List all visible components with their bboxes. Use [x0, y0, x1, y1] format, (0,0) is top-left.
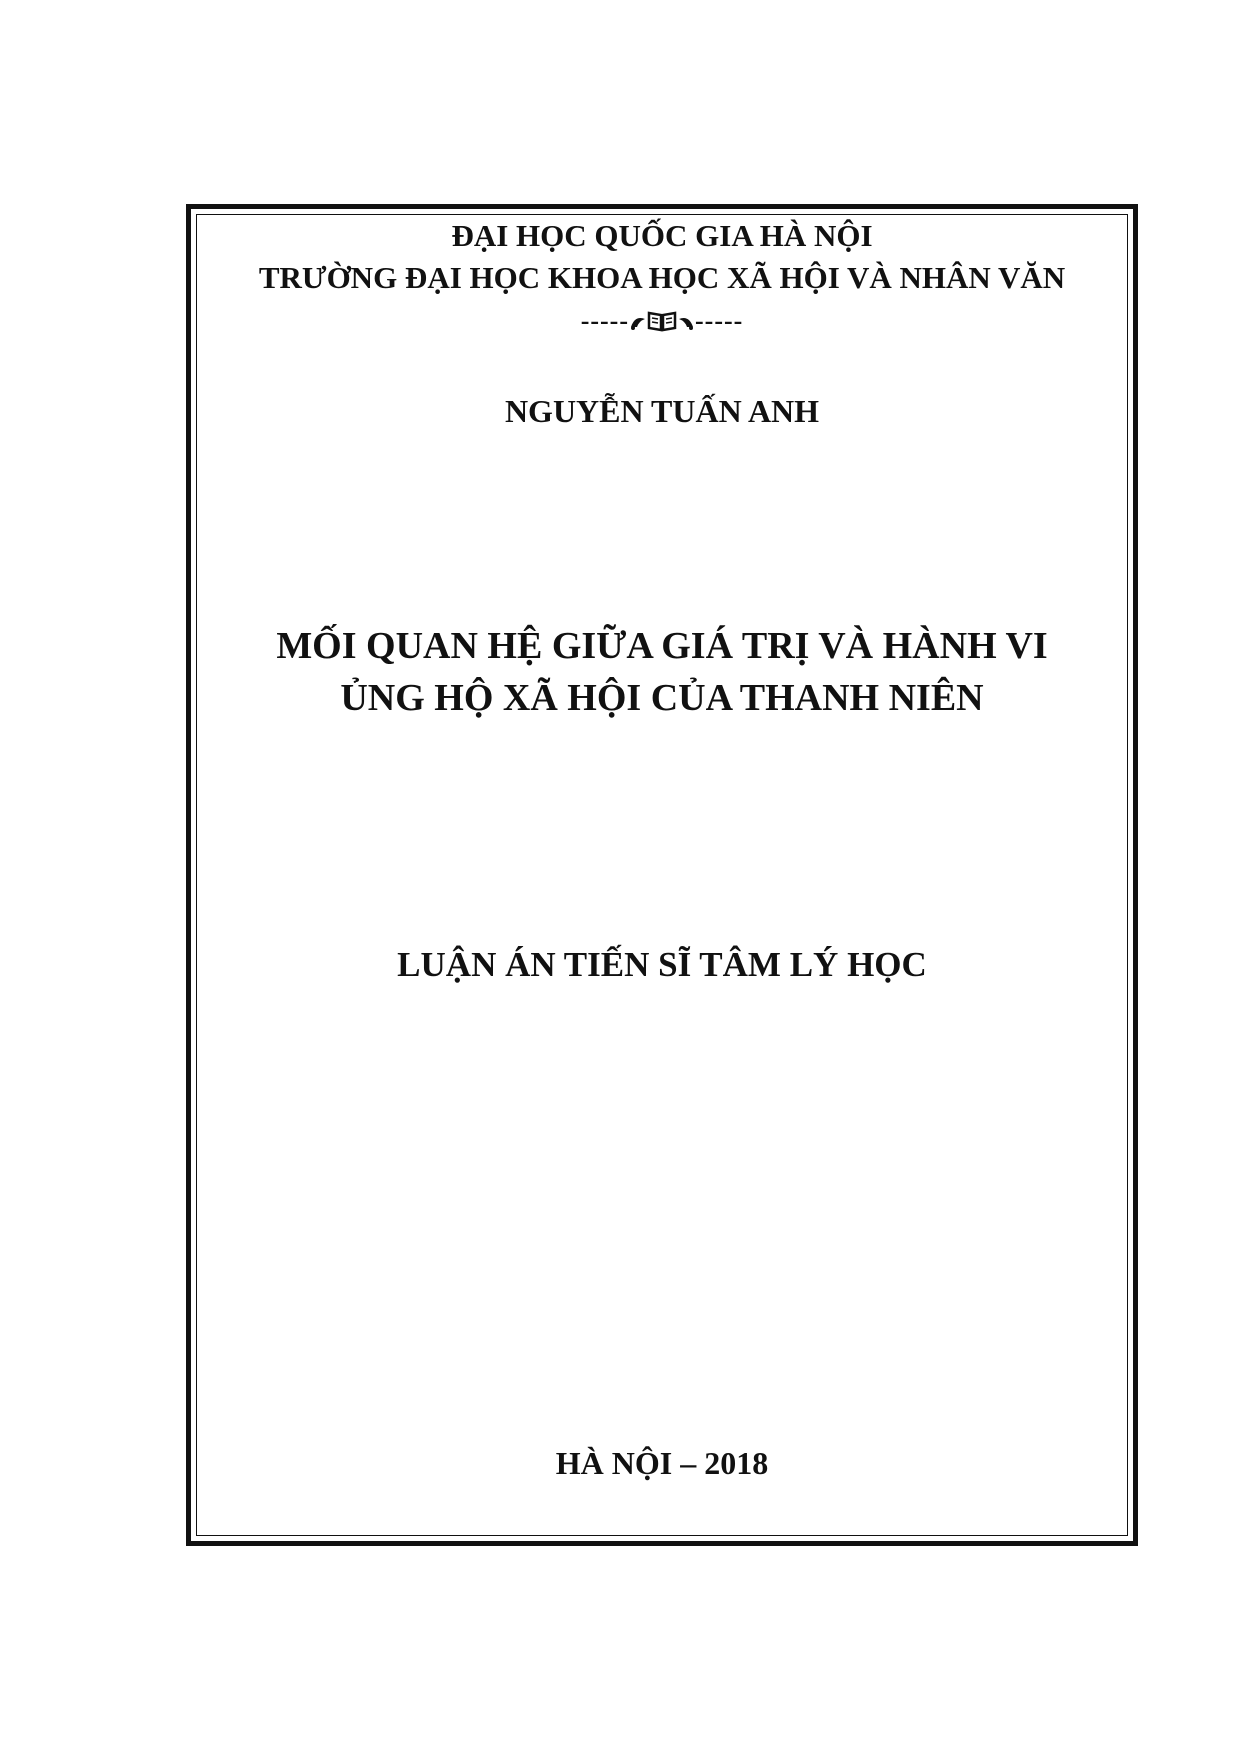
faculty-name: TRƯỜNG ĐẠI HỌC KHOA HỌC XÃ HỘI VÀ NHÂN VĂN — [258, 260, 1066, 295]
degree-type: LUẬN ÁN TIẾN SĨ TÂM LÝ HỌC — [397, 945, 927, 984]
place-and-year: HÀ NỘI – 2018 — [555, 1445, 769, 1481]
university-name: ĐẠI HỌC QUỐC GIA HÀ NỘI — [451, 218, 873, 253]
thesis-title-line-1: MỐI QUAN HỆ GIỮA GIÁ TRỊ VÀ HÀNH VI — [276, 625, 1048, 667]
ornament-dashes-left: ----- — [580, 306, 629, 335]
right-flourish-icon — [677, 308, 695, 326]
left-flourish-icon — [629, 308, 647, 326]
ornament-dashes-right: ----- — [695, 306, 744, 335]
open-book-icon — [647, 309, 677, 331]
thesis-title-line-2: ỦNG HỘ XÃ HỘI CỦA THANH NIÊN — [340, 677, 984, 719]
author-name: NGUYỄN TUẤN ANH — [504, 393, 820, 429]
ornament-divider — [196, 306, 1128, 336]
